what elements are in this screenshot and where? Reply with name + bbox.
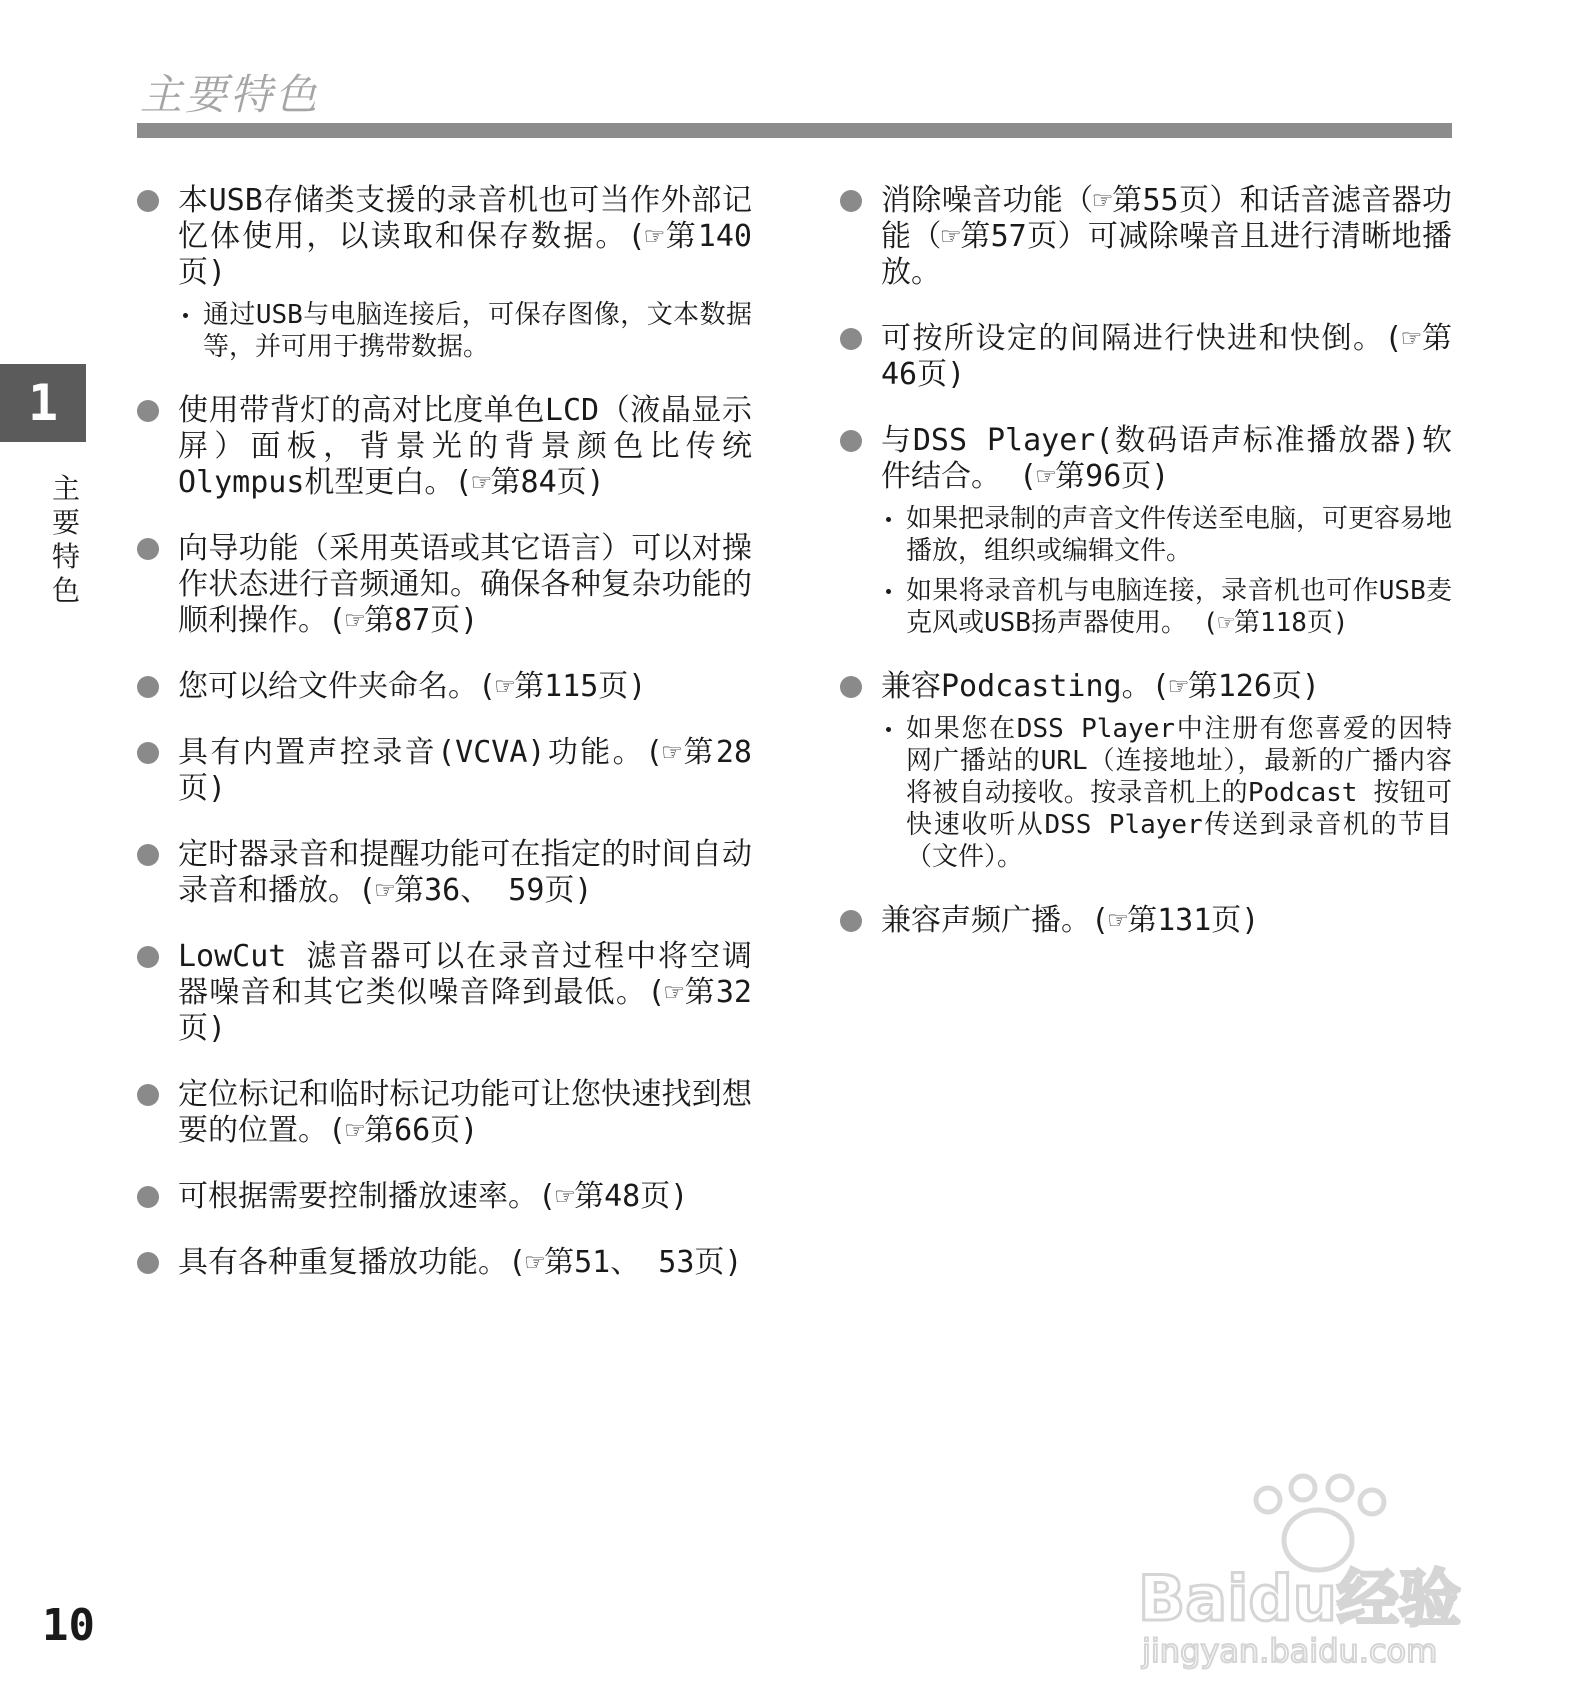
- bullet-icon: [137, 400, 159, 422]
- bullet-icon: [840, 910, 862, 932]
- feature-item: [137, 1077, 752, 1149]
- watermark-logo-text: Baidu经验: [1138, 1562, 1461, 1635]
- bullet-icon: [137, 1084, 159, 1106]
- sub-item-text: 通过USB与电脑连接后，可保存图像，文本数据等，并可用于携带数据。: [203, 300, 752, 362]
- feature-item: [137, 669, 752, 705]
- sub-item: [881, 503, 1452, 567]
- sub-bullet-icon: [886, 517, 891, 522]
- feature-item: [137, 1245, 752, 1281]
- page-title: 主要特色: [140, 70, 321, 119]
- sub-bullet-icon: [886, 589, 891, 594]
- feature-text: 与DSS Player(数码语声标准播放器)软件结合。 (☞第96页): [881, 423, 1452, 494]
- sub-item: [881, 575, 1452, 639]
- feature-item: [137, 837, 752, 909]
- bullet-icon: [137, 1252, 159, 1274]
- bullet-icon: [137, 676, 159, 698]
- feature-text: 定时器录音和提醒功能可在指定的时间自动录音和播放。(☞第36、 59页): [178, 837, 752, 908]
- sub-bullet-icon: [183, 313, 188, 318]
- feature-text: 兼容声频广播。(☞第131页): [881, 903, 1260, 938]
- sub-item: [881, 713, 1452, 873]
- chapter-tab: 1: [0, 364, 86, 442]
- feature-item: [840, 423, 1452, 639]
- bullet-icon: [137, 844, 159, 866]
- watermark-url: jingyan.baidu.com: [1142, 1632, 1438, 1670]
- feature-text: 使用带背灯的高对比度单色LCD（液晶显示屏）面板，背景光的背景颜色比传统Olympus机型更白。(☞第84页): [178, 393, 752, 500]
- sub-item-text: 如果将录音机与电脑连接，录音机也可作USB麦克风或USB扬声器使用。 (☞第118页): [906, 576, 1452, 638]
- title-divider: [137, 123, 1452, 138]
- chapter-side-label: 主要特色: [51, 472, 80, 607]
- feature-text: 向导功能（采用英语或其它语言）可以对操作状态进行音频通知。确保各种复杂功能的顺利操作。(☞第87页): [178, 531, 752, 638]
- left-column: [137, 183, 752, 1311]
- bullet-icon: [840, 676, 862, 698]
- feature-text: 具有各种重复播放功能。(☞第51、 53页): [178, 1245, 743, 1280]
- bullet-icon: [840, 430, 862, 452]
- bullet-icon: [137, 1186, 159, 1208]
- bullet-icon: [137, 190, 159, 212]
- page-number: 10: [42, 1600, 95, 1651]
- bullet-icon: [137, 742, 159, 764]
- feature-text: 可根据需要控制播放速率。(☞第48页): [178, 1179, 689, 1214]
- feature-text: 您可以给文件夹命名。(☞第115页): [178, 669, 647, 704]
- feature-text: 定位标记和临时标记功能可让您快速找到想要的位置。(☞第66页): [178, 1077, 752, 1148]
- feature-item: [840, 669, 1452, 873]
- feature-text: 本USB存储类支援的录音机也可当作外部记忆体使用，以读取和保存数据。(☞第140页): [178, 183, 752, 290]
- feature-text: LowCut 滤音器可以在录音过程中将空调器噪音和其它类似噪音降到最低。(☞第32页): [178, 939, 752, 1046]
- feature-item: [840, 903, 1452, 939]
- sub-item: [178, 299, 752, 363]
- sub-item-text: 如果您在DSS Player中注册有您喜爱的因特网广播站的URL（连接地址），最新的广播内容将被自动接收。按录音机上的Podcast 按钮可快速收听从DSS Player传送到录音机的节目（文件）。: [906, 714, 1452, 872]
- feature-item: [137, 1179, 752, 1215]
- baidu-watermark-logo: [1128, 1470, 1508, 1670]
- feature-item: [137, 735, 752, 807]
- paw-icon: [1256, 1476, 1384, 1570]
- feature-text: 兼容Podcasting。(☞第126页): [881, 669, 1320, 704]
- feature-text: 可按所设定的间隔进行快进和快倒。(☞第46页): [881, 321, 1452, 392]
- feature-item: [840, 183, 1452, 291]
- feature-item: [137, 393, 752, 501]
- feature-text: 具有内置声控录音(VCVA)功能。(☞第28页): [178, 735, 752, 806]
- bullet-icon: [840, 328, 862, 350]
- feature-text: 消除噪音功能（☞第55页）和话音滤音器功能（☞第57页）可减除噪音且进行清晰地播放。: [881, 183, 1452, 290]
- feature-item: [137, 531, 752, 639]
- bullet-icon: [840, 190, 862, 212]
- feature-item: [840, 321, 1452, 393]
- bullet-icon: [137, 946, 159, 968]
- feature-item: [137, 939, 752, 1047]
- feature-item: [137, 183, 752, 363]
- sub-bullet-icon: [886, 727, 891, 732]
- right-column: [840, 183, 1452, 969]
- bullet-icon: [137, 538, 159, 560]
- sub-item-text: 如果把录制的声音文件传送至电脑，可更容易地播放，组织或编辑文件。: [906, 504, 1453, 566]
